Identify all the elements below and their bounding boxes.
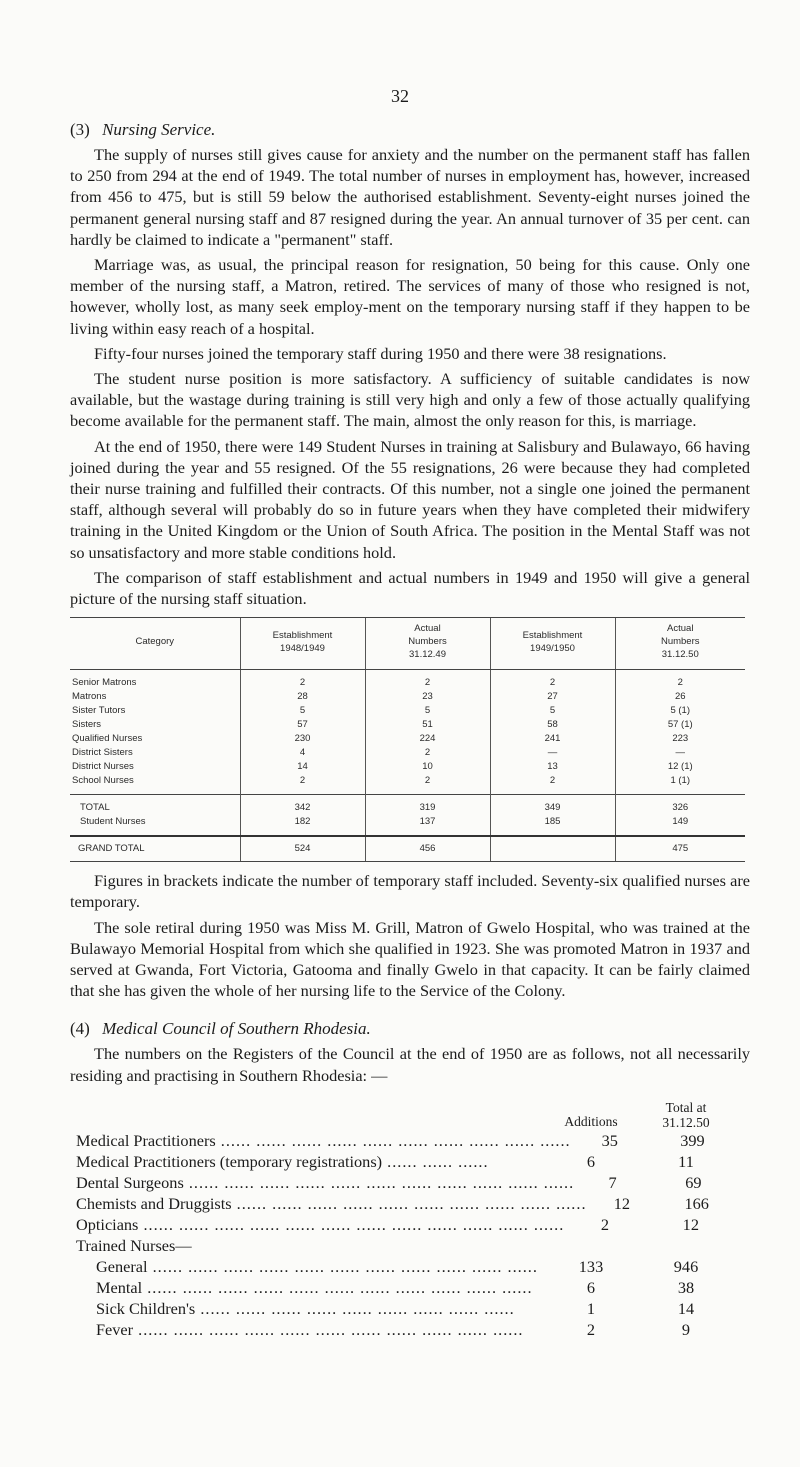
table-cell: 28: [240, 690, 365, 704]
table-cell: 241: [490, 732, 615, 746]
table-cell: 5: [365, 704, 490, 718]
column-header: Establishment 1949/1950: [490, 618, 615, 670]
paragraph: The comparison of staff establishment and actual numbers in 1949 and 1950 will give a general picture of the nursing staff situation.: [70, 567, 750, 609]
table-cell: 26: [615, 690, 745, 704]
table-cell: 342: [240, 795, 365, 816]
section-number: (3): [70, 120, 90, 139]
table-cell: 185: [490, 815, 615, 836]
table-row: [70, 774, 745, 795]
list-item: [76, 1277, 736, 1298]
list-item: [76, 1151, 736, 1172]
list-item: [76, 1214, 736, 1235]
total-value: 166: [684, 1193, 709, 1213]
total-value: 399: [680, 1130, 705, 1150]
row-label: Senior Matrons: [72, 677, 137, 689]
column-header: Category: [70, 618, 240, 670]
table-cell: 1 (1): [615, 774, 745, 795]
additions-value: 1: [586, 1298, 596, 1318]
total-value: 12: [682, 1214, 699, 1234]
list-item: [76, 1172, 736, 1193]
table-cell: 5: [490, 704, 615, 718]
table-cell: —: [490, 746, 615, 760]
table-cell: 12 (1): [615, 760, 745, 774]
additions-value: 12: [613, 1193, 631, 1213]
trained-nurses-label: Trained Nurses—: [76, 1235, 192, 1255]
column-header: Actual Numbers 31.12.50: [615, 618, 745, 670]
row-label: Sister Tutors: [72, 705, 126, 717]
table-cell: 27: [490, 690, 615, 704]
total-value: 11: [678, 1151, 694, 1171]
medical-council-heading: [70, 1019, 750, 1039]
table-row: [70, 718, 745, 732]
table-cell: 319: [365, 795, 490, 816]
table-cell: 524: [240, 836, 365, 862]
grand-total-row: [70, 836, 745, 862]
table-cell: 5: [240, 704, 365, 718]
section-title: Medical Council of Southern Rhodesia.: [102, 1019, 371, 1039]
table-cell: 2: [365, 774, 490, 795]
table-row: [70, 732, 745, 746]
register-label: Fever ...... ...... ...... ...... ...... ...... ...... ...... ...... ...... ......: [96, 1319, 524, 1339]
paragraph: The sole retiral during 1950 was Miss M. Grill, Matron of Gwelo Hospital, who was trained at the Bulawayo Memorial Hospital from which she qualified in 1923. She was promoted Matron in 1937 and served at Gwanda, Fort Victoria, Gatooma and finally Gwelo in that capacity. It can be fairly claimed that she has given the whole of her nursing life to the Service of the Colony.: [70, 917, 750, 1001]
register-label: Chemists and Druggists ...... ...... ...... ...... ...... ...... ...... ...... ...... ......: [76, 1193, 587, 1213]
table-row: [70, 670, 745, 691]
row-label: School Nurses: [72, 775, 134, 787]
register-label: Medical Practitioners (temporary registrations) ...... ...... ......: [76, 1151, 489, 1171]
table-cell: 57: [240, 718, 365, 732]
table-row: [70, 746, 745, 760]
table-cell: 57 (1): [615, 718, 745, 732]
list-item: [76, 1193, 736, 1214]
paragraph: The student nurse position is more satisfactory. A sufficiency of suitable candidates is now available, but the wastage during training is still very high and only a few of those actually qualifying become available for the permanent staff. The main, almost the only reason for this, is marriage.: [70, 369, 750, 431]
table-cell: 23: [365, 690, 490, 704]
column-header: Actual Numbers 31.12.49: [365, 618, 490, 670]
table-cell: 224: [365, 732, 490, 746]
total-row: [70, 795, 745, 816]
table-cell: 349: [490, 795, 615, 816]
table-cell: 2: [365, 746, 490, 760]
register-label: Medical Practitioners ...... ...... ...... ...... ...... ...... ...... ...... ...... ......: [76, 1130, 571, 1150]
table-cell: 4: [240, 746, 365, 760]
table-cell: 51: [365, 718, 490, 732]
paragraph: The supply of nurses still gives cause for anxiety and the number on the permanent staff has fallen to 250 from 294 at the end of 1949. The total number of nurses in employment has, however, increased from 456 to 475, but is still 59 below the authorised establishment. Seventy-eight nurses joined the permanent general nursing staff and 87 resigned during the year. An annual turnover of 35 per cent. can hardly be claimed to indicate a "permanent" staff.: [70, 145, 750, 249]
total-value: 38: [677, 1277, 695, 1297]
list-group-label: [76, 1235, 736, 1256]
list-item: [76, 1319, 736, 1340]
paragraph: Marriage was, as usual, the principal reason for resignation, 50 being for this cause. Only one member of the nursing staff, a Matron, retired. The services of many of those who resigned is not, however, wholly lost, as many seek employ-ment on the temporary nursing staff if they happen to be living within easy reach of a hospital.: [70, 255, 750, 338]
row-label: District Nurses: [72, 761, 134, 773]
page-content: [70, 120, 750, 1340]
paragraph: Figures in brackets indicate the number of temporary staff included. Seventy-six qualified nurses are temporary.: [70, 871, 750, 912]
additions-value: 6: [586, 1277, 596, 1297]
table-cell: 2: [615, 670, 745, 691]
table-cell: 58: [490, 718, 615, 732]
row-label: TOTAL: [70, 795, 240, 816]
table-row: [70, 760, 745, 774]
page-number: 32: [391, 86, 409, 106]
table-cell: 2: [490, 774, 615, 795]
registers-list: [76, 1092, 736, 1340]
table-cell: 14: [240, 760, 365, 774]
table-cell: [490, 836, 615, 862]
table-cell: 182: [240, 815, 365, 836]
nursing-heading: [70, 120, 750, 140]
list-item: [76, 1298, 736, 1319]
section-number: (4): [70, 1019, 90, 1039]
total-value: 946: [673, 1256, 699, 1276]
table-cell: 475: [615, 836, 745, 862]
additions-value: 2: [586, 1319, 596, 1339]
registers-header: [76, 1092, 736, 1130]
table-row: [70, 704, 745, 718]
table-cell: 456: [365, 836, 490, 862]
table-cell: 2: [240, 670, 365, 691]
paragraph: At the end of 1950, there were 149 Student Nurses in training at Salisbury and Bulawayo, 66 having joined during the year and 55 resigned. Of the 55 resignations, 26 were because they had completed their nurse training and fulfilled their contracts. Of this number, not a single one joined the permanent staff, although several will probably do so in future years when they have completed their midwifery training in the United Kingdom or the Union of South Africa. The position in the Mental Staff was not so unsatisfactory and more stable conditions hold.: [70, 436, 750, 562]
register-label: General ...... ...... ...... ...... ...... ...... ...... ...... ...... ...... ......: [96, 1256, 538, 1276]
paragraph: Fifty-four nurses joined the temporary staff during 1950 and there were 38 resignations.: [94, 343, 667, 363]
table-cell: 2: [240, 774, 365, 795]
table-row: [70, 690, 745, 704]
register-label: Dental Surgeons ...... ...... ...... ...... ...... ...... ...... ...... ...... ...... ......: [76, 1172, 575, 1192]
table-cell: 137: [365, 815, 490, 836]
additions-value: 133: [578, 1256, 604, 1276]
row-label: Sisters: [72, 719, 102, 731]
row-label: District Sisters: [72, 747, 133, 759]
table-cell: 223: [615, 732, 745, 746]
register-label: Mental ...... ...... ...... ...... ...... ...... ...... ...... ...... ...... ......: [96, 1277, 533, 1297]
student-row: [70, 815, 745, 836]
row-label: GRAND TOTAL: [70, 836, 240, 862]
column-header: Additions: [564, 1113, 618, 1129]
total-value: 14: [677, 1298, 695, 1318]
table-cell: —: [615, 746, 745, 760]
register-label: Sick Children's ...... ...... ...... ...... ...... ...... ...... ...... ......: [96, 1298, 515, 1318]
table-cell: 13: [490, 760, 615, 774]
staff-table: [70, 617, 745, 862]
total-value: 9: [681, 1319, 691, 1339]
additions-value: 7: [608, 1172, 617, 1192]
list-item: [76, 1256, 736, 1277]
table-cell: 149: [615, 815, 745, 836]
table-cell: 10: [365, 760, 490, 774]
table-cell: 230: [240, 732, 365, 746]
column-header: Total at 31.12.50: [662, 1099, 710, 1130]
additions-value: 6: [586, 1151, 596, 1171]
table-cell: 326: [615, 795, 745, 816]
paragraph: The numbers on the Registers of the Council at the end of 1950 are as follows, not all necessarily residing and practising in Southern Rhodesia: —: [70, 1044, 750, 1085]
total-value: 69: [685, 1172, 702, 1192]
row-label: Student Nurses: [80, 816, 146, 828]
column-header: Establishment 1948/1949: [240, 618, 365, 670]
table-header-row: [70, 618, 745, 670]
table-cell: 2: [365, 670, 490, 691]
section-title: Nursing Service.: [102, 120, 216, 139]
table-cell: 2: [490, 670, 615, 691]
list-item: [76, 1130, 736, 1151]
register-label: Opticians ...... ...... ...... ...... ...... ...... ...... ...... ...... ...... ...... ......: [76, 1214, 565, 1234]
row-label: Matrons: [72, 691, 107, 703]
additions-value: 2: [600, 1214, 610, 1234]
additions-value: 35: [601, 1130, 618, 1150]
table-cell: 5 (1): [615, 704, 745, 718]
row-label: Qualified Nurses: [72, 733, 143, 745]
